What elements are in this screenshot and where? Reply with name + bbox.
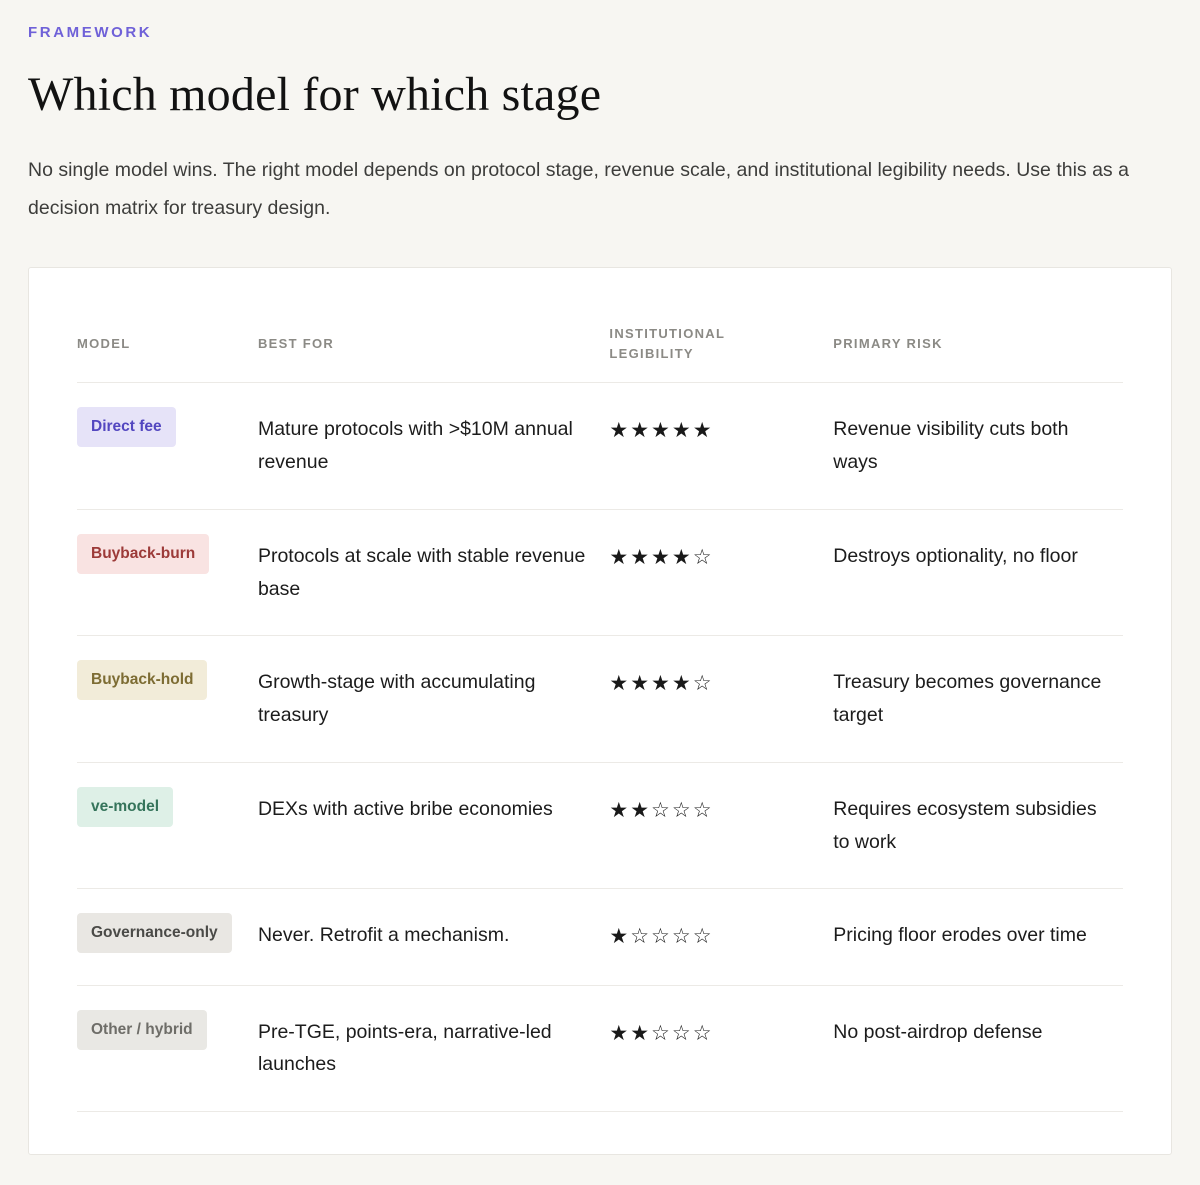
primary-risk-cell: Destroys optionality, no floor [833, 509, 1123, 636]
column-header-legibility-label: INSTITUTIONAL LEGIBILITY [609, 326, 726, 362]
legibility-cell [609, 383, 833, 510]
model-cell [77, 985, 258, 1112]
best-for-cell: DEXs with active bribe economies [258, 762, 609, 889]
model-cell [77, 509, 258, 636]
primary-risk-cell: Revenue visibility cuts both ways [833, 383, 1123, 510]
decision-matrix-table [77, 324, 1123, 1112]
table-header-row [77, 324, 1123, 383]
table-row [77, 509, 1123, 636]
legibility-cell [609, 762, 833, 889]
table-row [77, 636, 1123, 763]
best-for-cell: Mature protocols with >$10M annual revenue [258, 383, 609, 510]
table-row [77, 889, 1123, 985]
primary-risk-cell: Treasury becomes governance target [833, 636, 1123, 763]
star-rating: ★★☆☆☆ [609, 1020, 714, 1045]
star-rating: ★★★★☆ [609, 544, 714, 569]
decision-matrix-card [28, 267, 1172, 1155]
star-rating: ★★★★★ [609, 418, 714, 443]
column-header-legibility [609, 324, 833, 383]
model-badge: Governance-only [77, 913, 232, 953]
model-cell [77, 889, 258, 985]
model-cell [77, 762, 258, 889]
best-for-cell: Never. Retrofit a mechanism. [258, 889, 609, 985]
model-cell [77, 383, 258, 510]
model-badge: ve-model [77, 787, 173, 827]
legibility-cell [609, 636, 833, 763]
model-badge: Buyback-burn [77, 534, 209, 574]
best-for-cell: Growth-stage with accumulating treasury [258, 636, 609, 763]
table-row [77, 762, 1123, 889]
legibility-cell [609, 509, 833, 636]
best-for-cell: Protocols at scale with stable revenue base [258, 509, 609, 636]
table-row [77, 383, 1123, 510]
model-cell [77, 636, 258, 763]
column-header-model: MODEL [77, 336, 131, 352]
primary-risk-cell: Pricing floor erodes over time [833, 889, 1123, 985]
best-for-cell: Pre-TGE, points-era, narrative-led launches [258, 985, 609, 1112]
model-badge: Direct fee [77, 407, 176, 447]
primary-risk-cell: No post-airdrop defense [833, 985, 1123, 1112]
star-rating: ★★★★☆ [609, 671, 714, 696]
table-row [77, 985, 1123, 1112]
column-header-best-for: BEST FOR [257, 336, 335, 352]
star-rating: ★☆☆☆☆ [609, 924, 714, 949]
legibility-cell [609, 985, 833, 1112]
model-badge: Other / hybrid [77, 1010, 207, 1050]
primary-risk-cell: Requires ecosystem subsidies to work [833, 762, 1123, 889]
eyebrow-label: FRAMEWORK [28, 24, 153, 41]
legibility-cell [609, 889, 833, 985]
model-badge: Buyback-hold [77, 660, 207, 700]
column-header-primary-risk: PRIMARY RISK [833, 336, 943, 352]
page-title: Which model for which stage [28, 68, 602, 121]
star-rating: ★★☆☆☆ [609, 797, 714, 822]
intro-paragraph: No single model wins. The right model depends on protocol stage, revenue scale, and institutional legibility needs. Use this as a decision matrix for treasury design. [28, 159, 1129, 219]
